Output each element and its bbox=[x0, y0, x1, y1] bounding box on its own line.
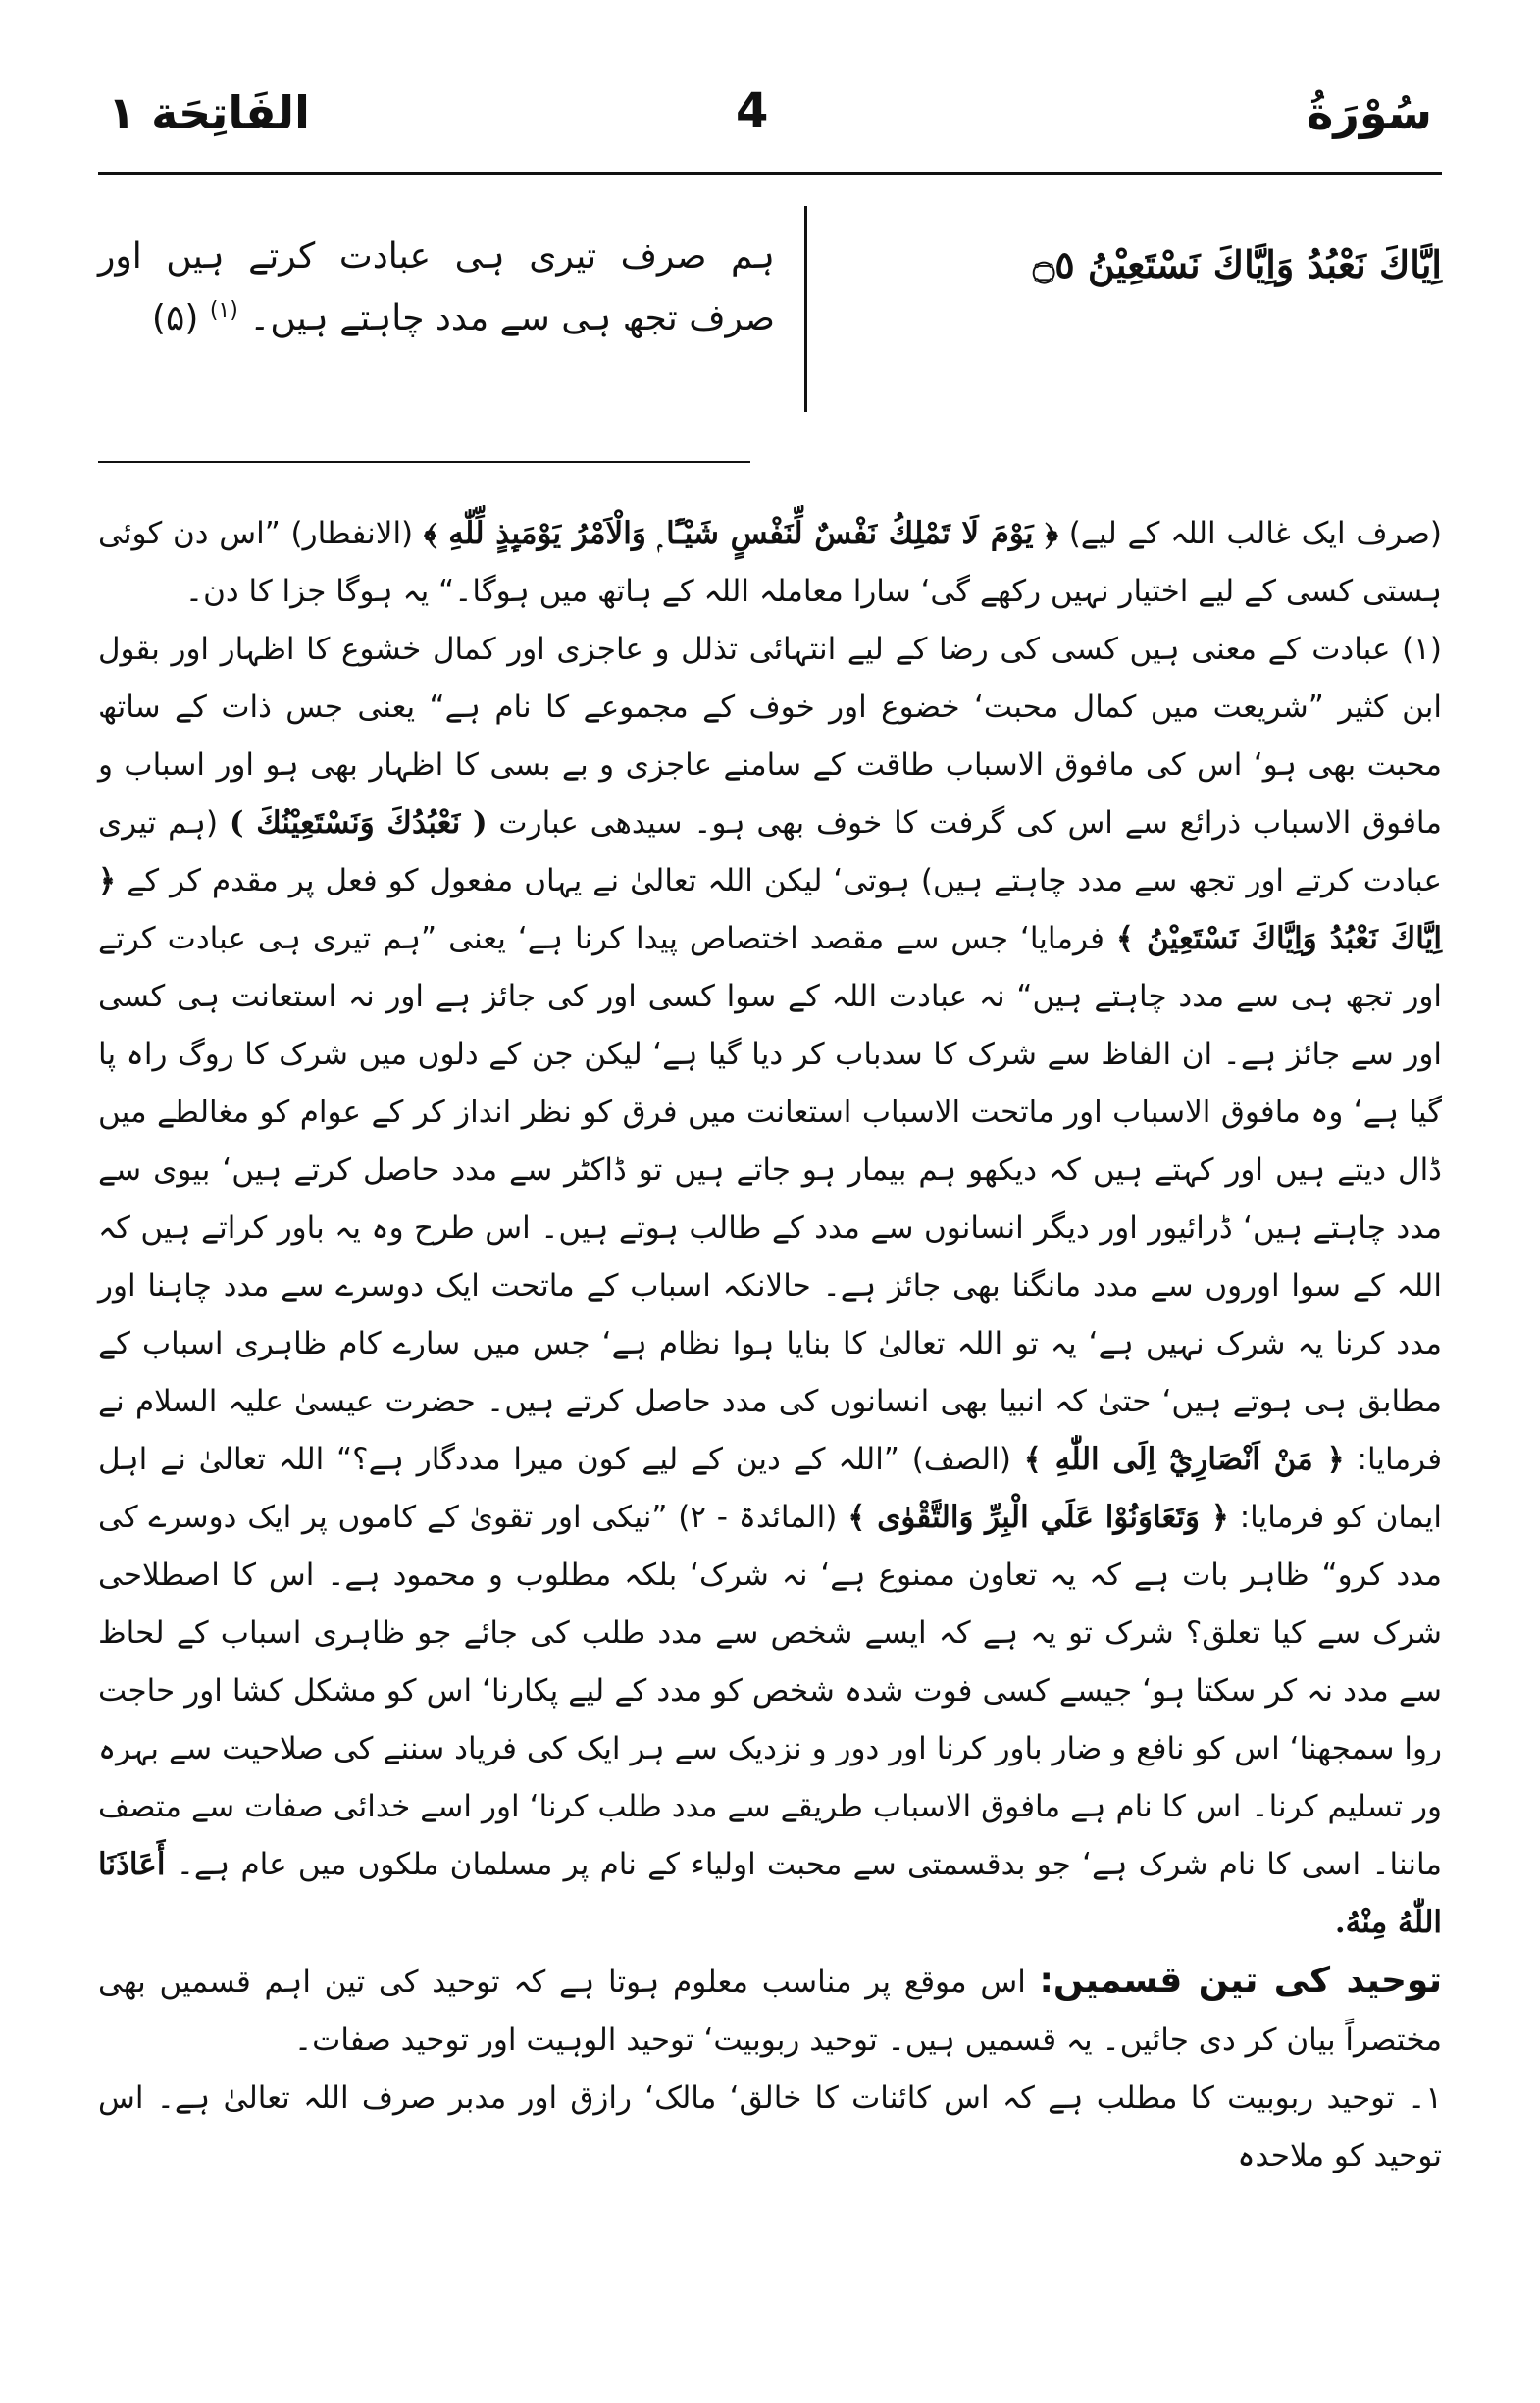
footnote-rule bbox=[98, 461, 750, 463]
commentary-paragraph-2 bbox=[98, 621, 1442, 1952]
page-header bbox=[98, 69, 1442, 167]
translation-text: ہم صرف تیری ہی عبادت کرتے ہیں اور صرف تجھ ہی سے مدد چاہتے ہیں۔ bbox=[98, 236, 775, 338]
commentary bbox=[98, 505, 1442, 2185]
surah-name: الفَاتِحَة ١ bbox=[108, 86, 310, 139]
text-run: (ہم تیری عبادت کرتے اور تجھ سے مدد چاہتے ہیں) ہوتی‘ لیکن اللہ تعالیٰ نے یہاں مفعول کو فعل پر مقدم کر کے bbox=[98, 805, 1442, 898]
commentary-paragraph-4 bbox=[98, 2070, 1442, 2185]
text-run: (المائدۃ - ٢) ”نیکی اور تقویٰ کے کاموں پر ایک دوسرے کی مدد کرو“ ظاہر بات ہے کہ یہ تعاون ممنوع ہے‘ نہ شرک‘ بلکہ مطلوب و محمود ہے۔ اس کا اصطلاحی شرک سے کیا تعلق؟ شرک تو یہ ہے کہ ایسے شخص سے مدد طلب کی جائے جو ظاہری اسباب کے لحاظ سے مدد نہ کر سکتا ہو‘ جیسے کسی فوت شدہ شخص کو مدد کے لیے پکارنا‘ اس کو مشکل کشا اور حاجت روا سمجھنا‘ اس کو نافع و ضار باور کرنا اور دور و نزدیک سے ہر ایک کی فریاد سننے کی صلاحیت سے بہرہ ور تسلیم کرنا۔ اس کا نام ہے مافوق الاسباب طریقے سے مدد طلب کرنا‘ اور اسے خدائی صفات سے متصف ماننا۔ اسی کا نام شرک ہے‘ جو بدقسمتی سے محبت اولیاء کے نام پر مسلمان ملکوں میں عام ہے۔ bbox=[98, 1500, 1442, 1882]
footnote-marker: (١) bbox=[209, 298, 238, 323]
arabic-verse: اِيَّاكَ نَعْبُدُ وَاِيَّاكَ نَسْتَعِيْنُ ۝٥ bbox=[1032, 242, 1442, 286]
quran-quote: ﴿ مَنْ اَنْصَارِيْٓ اِلَى اللّٰهِ ﴾ bbox=[1023, 1442, 1345, 1477]
commentary-paragraph-1 bbox=[98, 505, 1442, 621]
commentary-paragraph-3 bbox=[98, 1952, 1442, 2070]
arabic-phrase: ( نَعْبُدُكَ وَنَسْتَعِيْنُكَ ) bbox=[229, 805, 488, 841]
text-run: فرمایا‘ جس سے مقصد اختصاص پیدا کرنا ہے‘ یعنی ”ہم تیری ہی عبادت کرتے اور تجھ ہی سے مدد چاہتے ہیں“ نہ عبادت اللہ کے سوا کسی اور کی جائز ہے اور نہ استعانت ہی کسی اور سے جائز ہے۔ ان الفاظ سے شرک کا سدباب کر دیا گیا ہے‘ لیکن جن کے دلوں میں شرک کا روگ راہ پا گیا ہے‘ وہ مافوق الاسباب اور ماتحت الاسباب استعانت میں فرق کو نظر انداز کر کے عوام کو مغالطے میں ڈال دیتے ہیں اور کہتے ہیں کہ دیکھو ہم بیمار ہو جاتے ہیں تو ڈاکٹر سے مدد حاصل کرتے ہیں‘ بیوی سے مدد چاہتے ہیں‘ ڈرائیور اور دیگر انسانوں سے مدد کے طالب ہوتے ہیں۔ اس طرح وہ یہ باور کراتے ہیں کہ اللہ کے سوا اوروں سے مدد مانگنا بھی جائز ہے۔ حالانکہ اسباب کے ماتحت ایک دوسرے سے مدد چاہنا اور مدد کرنا یہ شرک نہیں ہے‘ یہ تو اللہ تعالیٰ کا بنایا ہوا نظام ہے‘ جس میں سارے کام ظاہری اسباب کے مطابق ہی ہوتے ہیں‘ حتیٰ کہ انبیا بھی انسانوں کی مدد حاصل کرتے ہیں۔ حضرت عیسیٰ علیہ السلام نے فرمایا: bbox=[98, 921, 1443, 1477]
section-heading: توحید کی تین قسمیں: bbox=[1039, 1961, 1443, 2001]
header-rule bbox=[98, 172, 1442, 175]
text-run: (١) عبادت کے معنی ہیں کسی کی رضا کے لیے انتہائی تذلل و عاجزی اور کمال خشوع کا اظہار اور بقول ابن کثیر ”شریعت میں کمال محبت‘ خضوع اور خوف کے مجموعے کا نام ہے“ یعنی جس ذات کے ساتھ محبت بھی ہو‘ اس کی مافوق الاسباب طاقت کے سامنے عاجزی و بے بسی کا اظہار بھی ہو اور اسباب و مافوق الاسباب ذرائع سے اس کی گرفت کا خوف بھی ہو۔ سیدھی عبارت bbox=[98, 632, 1442, 841]
page-number: 4 bbox=[736, 83, 769, 138]
quran-quote: ﴿ اِيَّاكَ نَعْبُدُ وَاِيَّاكَ نَسْتَعِيْنُ ﴾ bbox=[98, 863, 1442, 956]
surah-label: سُوْرَةُ bbox=[1307, 86, 1432, 139]
text-run: (الانفطار) ”اس دن کوئی ہستی کسی کے لیے اختیار نہیں رکھے گی‘ سارا معاملہ اللہ کے ہاتھ میں ہوگا۔“ یہ ہوگا جزا کا دن۔ bbox=[98, 516, 1442, 609]
verse-translation bbox=[98, 226, 775, 349]
quran-quote: ﴿ يَوْمَ لَا تَمْلِكُ نَفْسٌ لِّنَفْسٍ شَيْـًٔا ۭ وَالْاَمْرُ يَوْمَىِٕذٍ لِّلّٰهِ ﴾ bbox=[423, 516, 1058, 551]
quran-quote: ﴿ وَتَعَاوَنُوْا عَلَي الْبِرِّ وَالتَّقْوٰى ﴾ bbox=[847, 1500, 1229, 1535]
text-run: اس موقع پر مناسب معلوم ہوتا ہے کہ توحید کی تین اہم قسمیں بھی مختصراً بیان کر دی جائیں۔ یہ قسمیں ہیں۔ توحید ربوبیت‘ توحید الوہیت اور توحید صفات۔ bbox=[98, 1965, 1442, 2058]
verse-number: (۵) bbox=[151, 298, 199, 338]
text-run: ١۔ توحید ربوبیت کا مطلب ہے کہ اس کائنات کا خالق‘ مالک‘ رازق اور مدبر صرف اللہ تعالیٰ ہے۔ اس توحید کو ملاحدہ bbox=[98, 2080, 1442, 2173]
arabic-phrase: أَعَاذَنَا اللّٰهُ مِنْهُ. bbox=[98, 1847, 1442, 1940]
text-run: (الصف) ”اللہ کے دین کے لیے کون میرا مددگار ہے؟“ اللہ تعالیٰ نے اہل ایمان کو فرمایا: bbox=[98, 1442, 1442, 1535]
text-run: (صرف ایک غالب اللہ کے لیے) bbox=[1068, 516, 1442, 551]
verse-block bbox=[98, 196, 1442, 422]
column-divider bbox=[804, 206, 807, 412]
